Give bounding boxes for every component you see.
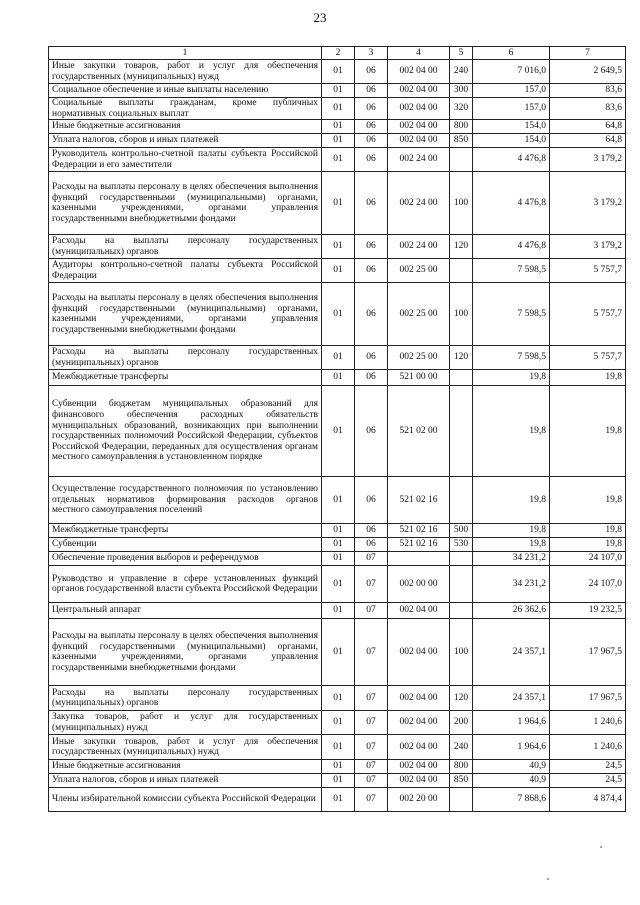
table-row: [49, 370, 626, 386]
cell-c2: 01: [322, 552, 355, 566]
cell-c2: 01: [322, 259, 355, 283]
table-row: [49, 538, 626, 552]
cell-c7: 17 967,5: [550, 686, 626, 711]
cell-c5: [450, 386, 473, 477]
row-label: Субвенции бюджетам муниципальных образований для финансового обеспечения расходных обязательств муниципальных образований, возникающих при выполнении государственных полномочий Российской Федерации, субъектов Российской Федерации, переданных для осуществления органам местного самоуправления в установленном порядке: [49, 386, 322, 477]
cell-c3: 06: [355, 120, 388, 134]
cell-c2: 01: [322, 538, 355, 552]
cell-c6: 4 476,8: [473, 235, 550, 259]
row-label: Расходы на выплаты персоналу в целях обеспечения выполнения функций государственными (муниципальными) органами, казенными учреждениями, органами управления государственными внебюджетными фондами: [49, 283, 322, 346]
row-label: Аудиторы контрольно-счетной палаты субъекта Российской Федерации: [49, 259, 322, 283]
cell-c6: 7 598,5: [473, 346, 550, 370]
cell-c3: 06: [355, 524, 388, 538]
cell-c3: 06: [355, 148, 388, 172]
row-label: Центральный аппарат: [49, 603, 322, 619]
cell-c4: 002 04 00: [388, 120, 450, 134]
cell-c6: 4 476,8: [473, 172, 550, 235]
table-row: [49, 686, 626, 711]
cell-c5: 240: [450, 60, 473, 84]
cell-c2: 01: [322, 711, 355, 735]
cell-c2: 01: [322, 346, 355, 370]
cell-c5: 500: [450, 524, 473, 538]
cell-c6: 24 357,1: [473, 686, 550, 711]
cell-c2: 01: [322, 134, 355, 148]
cell-c3: 06: [355, 98, 388, 120]
cell-c2: 01: [322, 788, 355, 812]
cell-c7: 19 232,5: [550, 603, 626, 619]
cell-c6: 1 964,6: [473, 711, 550, 735]
cell-c5: [450, 566, 473, 603]
cell-c4: 002 24 00: [388, 148, 450, 172]
table-row: [49, 84, 626, 98]
cell-c2: 01: [322, 477, 355, 524]
cell-c2: 01: [322, 235, 355, 259]
cell-c4: 521 02 16: [388, 538, 450, 552]
row-label: Субвенции: [49, 538, 322, 552]
cell-c7: 19,8: [550, 386, 626, 477]
table-row: [49, 788, 626, 812]
cell-c7: 19,8: [550, 524, 626, 538]
cell-c6: 154,0: [473, 120, 550, 134]
table-row: [49, 148, 626, 172]
cell-c2: 01: [322, 60, 355, 84]
table-row: [49, 346, 626, 370]
cell-c3: 07: [355, 552, 388, 566]
cell-c2: 01: [322, 774, 355, 788]
cell-c6: 7 598,5: [473, 259, 550, 283]
cell-c6: 24 357,1: [473, 619, 550, 686]
cell-c7: 24 107,0: [550, 566, 626, 603]
cell-c2: 01: [322, 172, 355, 235]
cell-c5: [450, 477, 473, 524]
cell-c2: 01: [322, 760, 355, 774]
cell-c5: 100: [450, 619, 473, 686]
cell-c5: 120: [450, 686, 473, 711]
row-label: Иные закупки товаров, работ и услуг для обеспечения государственных (муниципальных) нужд: [49, 735, 322, 760]
cell-c4: 521 02 16: [388, 477, 450, 524]
cell-c4: [388, 552, 450, 566]
cell-c2: 01: [322, 619, 355, 686]
cell-c6: 19,8: [473, 370, 550, 386]
cell-c4: 002 20 00: [388, 788, 450, 812]
cell-c4: 002 04 00: [388, 619, 450, 686]
cell-c6: 1 964,6: [473, 735, 550, 760]
cell-c5: 100: [450, 172, 473, 235]
cell-c3: 06: [355, 538, 388, 552]
cell-c7: 3 179,2: [550, 148, 626, 172]
row-label: Уплата налогов, сборов и иных платежей: [49, 774, 322, 788]
cell-c5: 240: [450, 735, 473, 760]
cell-c4: 521 00 00: [388, 370, 450, 386]
cell-c3: 07: [355, 619, 388, 686]
cell-c2: 01: [322, 84, 355, 98]
cell-c6: 7 598,5: [473, 283, 550, 346]
cell-c5: 100: [450, 283, 473, 346]
cell-c5: 120: [450, 235, 473, 259]
table-row: [49, 477, 626, 524]
table-row: [49, 134, 626, 148]
cell-c4: 002 04 00: [388, 774, 450, 788]
cell-c3: 06: [355, 370, 388, 386]
cell-c3: 07: [355, 566, 388, 603]
row-label: Осуществление государственного полномочия по установлению отдельных нормативов формирования расходов органов местного самоуправления поселений: [49, 477, 322, 524]
table-row: [49, 524, 626, 538]
cell-c7: 24 107,0: [550, 552, 626, 566]
cell-c3: 07: [355, 788, 388, 812]
cell-c6: 26 362,6: [473, 603, 550, 619]
cell-c3: 07: [355, 711, 388, 735]
cell-c5: [450, 370, 473, 386]
cell-c4: 002 24 00: [388, 235, 450, 259]
row-label: Уплата налогов, сборов и иных платежей: [49, 134, 322, 148]
row-label: Социальные выплаты гражданам, кроме публичных нормативных социальных выплат: [49, 98, 322, 120]
cell-c3: 06: [355, 259, 388, 283]
cell-c2: 01: [322, 148, 355, 172]
cell-c4: 002 04 00: [388, 711, 450, 735]
row-label: Расходы на выплаты персоналу государственных (муниципальных) органов: [49, 346, 322, 370]
cell-c2: 01: [322, 283, 355, 346]
table-row: [49, 283, 626, 346]
row-label: Иные бюджетные ассигнования: [49, 760, 322, 774]
cell-c7: 5 757,7: [550, 283, 626, 346]
cell-c4: 002 04 00: [388, 686, 450, 711]
cell-c7: 64,8: [550, 120, 626, 134]
cell-c7: 2 649,5: [550, 60, 626, 84]
table-row: [49, 760, 626, 774]
row-label: Члены избирательной комиссии субъекта Российской Федерации: [49, 788, 322, 812]
cell-c5: [450, 148, 473, 172]
cell-c2: 01: [322, 566, 355, 603]
cell-c5: 850: [450, 774, 473, 788]
cell-c4: 002 04 00: [388, 84, 450, 98]
cell-c6: 157,0: [473, 84, 550, 98]
cell-c7: 4 874,4: [550, 788, 626, 812]
row-label: Расходы на выплаты персоналу в целях обеспечения выполнения функций государственными (муниципальными) органами, казенными учреждениями, органами управления государственными внебюджетными фондами: [49, 172, 322, 235]
cell-c6: 7 868,6: [473, 788, 550, 812]
cell-c3: 06: [355, 386, 388, 477]
cell-c6: 7 016,0: [473, 60, 550, 84]
column-header: 7: [550, 47, 626, 60]
cell-c4: 002 25 00: [388, 346, 450, 370]
table-row: [49, 552, 626, 566]
cell-c3: 06: [355, 283, 388, 346]
cell-c4: 002 04 00: [388, 134, 450, 148]
cell-c6: 19,8: [473, 538, 550, 552]
cell-c5: [450, 788, 473, 812]
cell-c6: 40,9: [473, 760, 550, 774]
cell-c3: 07: [355, 603, 388, 619]
cell-c4: 521 02 00: [388, 386, 450, 477]
cell-c2: 01: [322, 603, 355, 619]
cell-c4: 002 04 00: [388, 98, 450, 120]
cell-c7: 1 240,6: [550, 735, 626, 760]
cell-c3: 06: [355, 346, 388, 370]
cell-c2: 01: [322, 735, 355, 760]
cell-c7: 19,8: [550, 477, 626, 524]
cell-c5: [450, 552, 473, 566]
table-row: [49, 711, 626, 735]
cell-c5: 850: [450, 134, 473, 148]
column-header: 3: [355, 47, 388, 60]
column-header: 2: [322, 47, 355, 60]
table-row: [49, 60, 626, 84]
table-row: [49, 566, 626, 603]
row-label: Обеспечение проведения выборов и референдумов: [49, 552, 322, 566]
cell-c6: 19,8: [473, 477, 550, 524]
cell-c7: 64,8: [550, 134, 626, 148]
table-row: [49, 619, 626, 686]
cell-c4: 002 04 00: [388, 60, 450, 84]
cell-c3: 07: [355, 735, 388, 760]
cell-c5: 800: [450, 760, 473, 774]
column-header: 6: [473, 47, 550, 60]
budget-table: [48, 46, 626, 812]
column-header: 4: [388, 47, 450, 60]
cell-c5: 200: [450, 711, 473, 735]
table-row: [49, 120, 626, 134]
row-label: Руководство и управление в сфере установленных функций органов государственной власти субъекта Российской Федерации: [49, 566, 322, 603]
row-label: Закупка товаров, работ и услуг для государственных (муниципальных) нужд: [49, 711, 322, 735]
cell-c2: 01: [322, 98, 355, 120]
cell-c3: 06: [355, 60, 388, 84]
column-header: 1: [49, 47, 322, 60]
row-label: Расходы на выплаты персоналу государственных (муниципальных) органов: [49, 686, 322, 711]
cell-c7: 24,5: [550, 774, 626, 788]
cell-c2: 01: [322, 370, 355, 386]
cell-c5: [450, 259, 473, 283]
cell-c7: 83,6: [550, 98, 626, 120]
cell-c2: 01: [322, 524, 355, 538]
cell-c6: 4 476,8: [473, 148, 550, 172]
cell-c3: 06: [355, 134, 388, 148]
table-row: [49, 259, 626, 283]
cell-c4: 002 04 00: [388, 760, 450, 774]
page-number: 23: [313, 10, 327, 25]
cell-c2: 01: [322, 386, 355, 477]
table-row: [49, 98, 626, 120]
cell-c3: 06: [355, 172, 388, 235]
row-label: Иные закупки товаров, работ и услуг для обеспечения государственных (муниципальных) нужд: [49, 60, 322, 84]
cell-c7: 3 179,2: [550, 172, 626, 235]
cell-c5: 530: [450, 538, 473, 552]
row-label: Расходы на выплаты персоналу в целях обеспечения выполнения функций государственными (муниципальными) органами, казенными учреждениями, органами управления государственными внебюджетными фондами: [49, 619, 322, 686]
row-label: Руководитель контрольно-счетной палаты субъекта Российской Федерации и его заместители: [49, 148, 322, 172]
cell-c7: 5 757,7: [550, 259, 626, 283]
cell-c5: 320: [450, 98, 473, 120]
table-row: [49, 235, 626, 259]
cell-c2: 01: [322, 120, 355, 134]
cell-c6: 34 231,2: [473, 566, 550, 603]
cell-c4: 002 04 00: [388, 735, 450, 760]
row-label: Социальное обеспечение и иные выплаты населению: [49, 84, 322, 98]
row-label: Межбюджетные трансферты: [49, 524, 322, 538]
cell-c5: [450, 603, 473, 619]
cell-c6: 19,8: [473, 386, 550, 477]
cell-c7: 1 240,6: [550, 711, 626, 735]
cell-c7: 83,6: [550, 84, 626, 98]
column-header: 5: [450, 47, 473, 60]
table-row: [49, 172, 626, 235]
cell-c6: 19,8: [473, 524, 550, 538]
cell-c6: 40,9: [473, 774, 550, 788]
cell-c6: 34 231,2: [473, 552, 550, 566]
cell-c7: 24,5: [550, 760, 626, 774]
cell-c3: 06: [355, 84, 388, 98]
cell-c4: 002 04 00: [388, 603, 450, 619]
scan-speck: [547, 878, 549, 880]
cell-c3: 07: [355, 760, 388, 774]
cell-c4: 002 25 00: [388, 283, 450, 346]
cell-c5: 120: [450, 346, 473, 370]
cell-c7: 3 179,2: [550, 235, 626, 259]
row-label: Иные бюджетные ассигнования: [49, 120, 322, 134]
cell-c6: 154,0: [473, 134, 550, 148]
row-label: Расходы на выплаты персоналу государственных (муниципальных) органов: [49, 235, 322, 259]
cell-c5: 300: [450, 84, 473, 98]
table-row: [49, 735, 626, 760]
cell-c3: 06: [355, 477, 388, 524]
header-row: [49, 47, 626, 60]
row-label: Межбюджетные трансферты: [49, 370, 322, 386]
cell-c7: 19,8: [550, 370, 626, 386]
cell-c7: 19,8: [550, 538, 626, 552]
scan-speck: [600, 846, 602, 848]
table-row: [49, 386, 626, 477]
cell-c3: 07: [355, 686, 388, 711]
table-row: [49, 774, 626, 788]
cell-c4: 002 25 00: [388, 259, 450, 283]
cell-c3: 07: [355, 774, 388, 788]
cell-c5: 800: [450, 120, 473, 134]
cell-c7: 5 757,7: [550, 346, 626, 370]
cell-c7: 17 967,5: [550, 619, 626, 686]
cell-c4: 002 24 00: [388, 172, 450, 235]
cell-c4: 521 02 16: [388, 524, 450, 538]
cell-c6: 157,0: [473, 98, 550, 120]
cell-c4: 002 00 00: [388, 566, 450, 603]
table-row: [49, 603, 626, 619]
cell-c2: 01: [322, 686, 355, 711]
cell-c3: 06: [355, 235, 388, 259]
